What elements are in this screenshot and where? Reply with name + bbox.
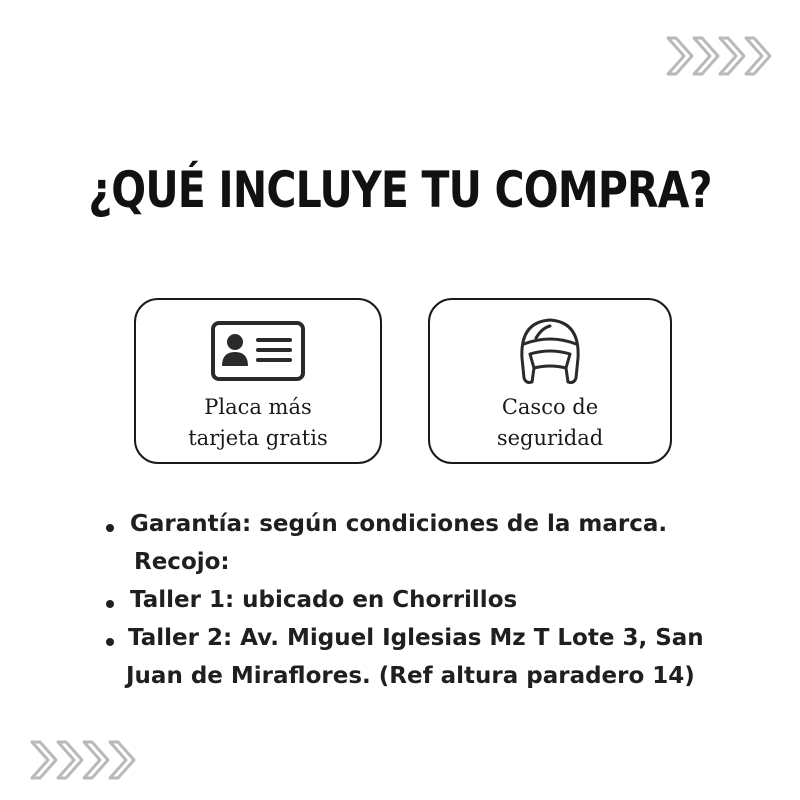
list-item-workshop-1: Taller 1: ubicado en Chorrillos: [130, 587, 518, 613]
bullet-dot: [106, 600, 114, 608]
card-label: Placa más tarjeta gratis: [188, 395, 328, 450]
card-helmet-card: [428, 298, 672, 464]
list-item-workshop-2-cont: Juan de Miraflores. (Ref altura paradero 14): [126, 663, 695, 689]
chevrons-right-icon: [28, 736, 140, 784]
list-item-warranty: Garantía: según condiciones de la marca.: [130, 511, 668, 537]
id-card-icon: [210, 320, 306, 382]
chevrons-right-icon: [664, 32, 776, 80]
page-title: ¿QUÉ INCLUYE TU COMPRA?: [88, 161, 712, 219]
list-item-pickup-label: Recojo:: [134, 549, 230, 575]
list-item-workshop-2: Taller 2: Av. Miguel Iglesias Mz T Lote 3, San: [128, 625, 704, 651]
bullet-dot: [106, 524, 114, 532]
card-plate-card: [134, 298, 382, 464]
card-label: Casco de seguridad: [496, 395, 604, 450]
bullet-dot: [106, 638, 114, 646]
helmet-icon: [512, 314, 588, 388]
